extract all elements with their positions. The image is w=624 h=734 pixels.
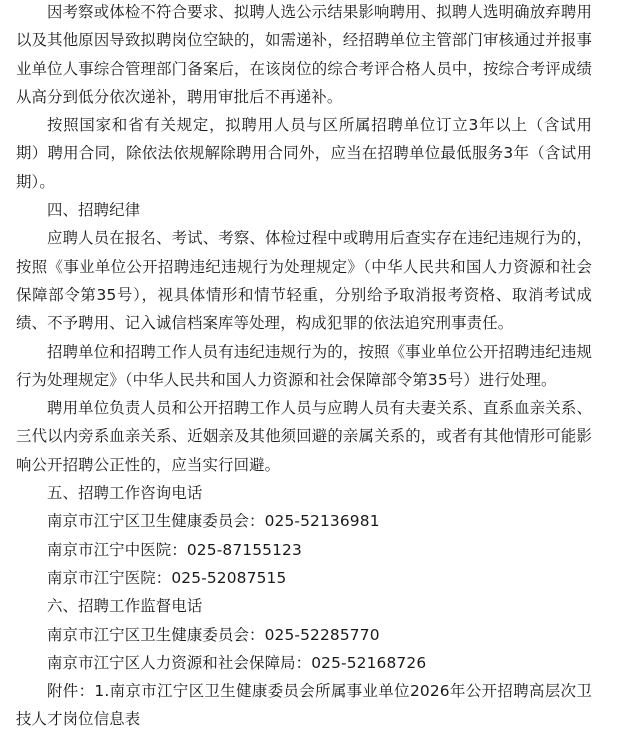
section-heading-consult-phone: 五、招聘工作咨询电话 — [47, 484, 203, 503]
supervision-phone-health-commission: 南京市江宁区卫生健康委员会：025-52285770 — [47, 625, 380, 644]
section-heading-supervision-phone: 六、招聘工作监督电话 — [47, 597, 203, 616]
attachment-line[interactable]: 附件：1.南京市江宁区卫生健康委员会所属事业单位2026年公开招聘高层次卫技人才岗位信息表 — [16, 682, 592, 729]
consult-phone-health-commission: 南京市江宁区卫生健康委员会：025-52136981 — [47, 512, 380, 531]
document-body — [16, 0, 592, 734]
section-heading-discipline: 四、招聘纪律 — [47, 201, 141, 220]
consult-phone-jiangning-hospital: 南京市江宁医院：025-52087515 — [47, 568, 287, 587]
paragraph-staff-violation: 招聘单位和招聘工作人员有违纪违规行为的，按照《事业单位公开招聘违纪违规行为处理规定》（中华人民共和国人力资源和社会保障部令第35号）进行处理。 — [16, 342, 592, 389]
paragraph-substitution: 因考察或体检不符合要求、拟聘人选公示结果影响聘用、拟聘人选明确放弃聘用以及其他原因导致拟聘岗位空缺的，如需递补，经招聘单位主管部门审核通过并报事业单位人事综合管理部门备案后，在该岗位的综合考评合格人员中，按综合考评成绩从高分到低分依次递补，聘用审批后不再递补。 — [16, 3, 592, 106]
paragraph-avoidance: 聘用单位负责人员和公开招聘工作人员与应聘人员有夫妻关系、直系血亲关系、三代以内旁系血亲关系、近姻亲及其他须回避的亲属关系的，或者有其他情形可能影响公开招聘公正性的，应当实行回避。 — [16, 399, 592, 474]
paragraph-contract: 按照国家和省有关规定，拟聘用人员与区所属招聘单位订立3年以上（含试用期）聘用合同，除依法依规解除聘用合同外，应当在招聘单位最低服务3年（含试用期）。 — [16, 116, 592, 191]
consult-phone-tcm-hospital: 南京市江宁中医院：025-87155123 — [47, 540, 302, 559]
paragraph-applicant-violation: 应聘人员在报名、考试、考察、体检过程中或聘用后查实存在违纪违规行为的，按照《事业单位公开招聘违纪违规行为处理规定》（中华人民共和国人力资源和社会保障部令第35号），视具体情形和情节轻重，分别给予取消报考资格、取消考试成绩、不予聘用、记入诚信档案库等处理，构成犯罪的依法追究刑事责任。 — [16, 229, 592, 333]
supervision-phone-hr-bureau: 南京市江宁区人力资源和社会保障局：025-52168726 — [47, 653, 427, 672]
